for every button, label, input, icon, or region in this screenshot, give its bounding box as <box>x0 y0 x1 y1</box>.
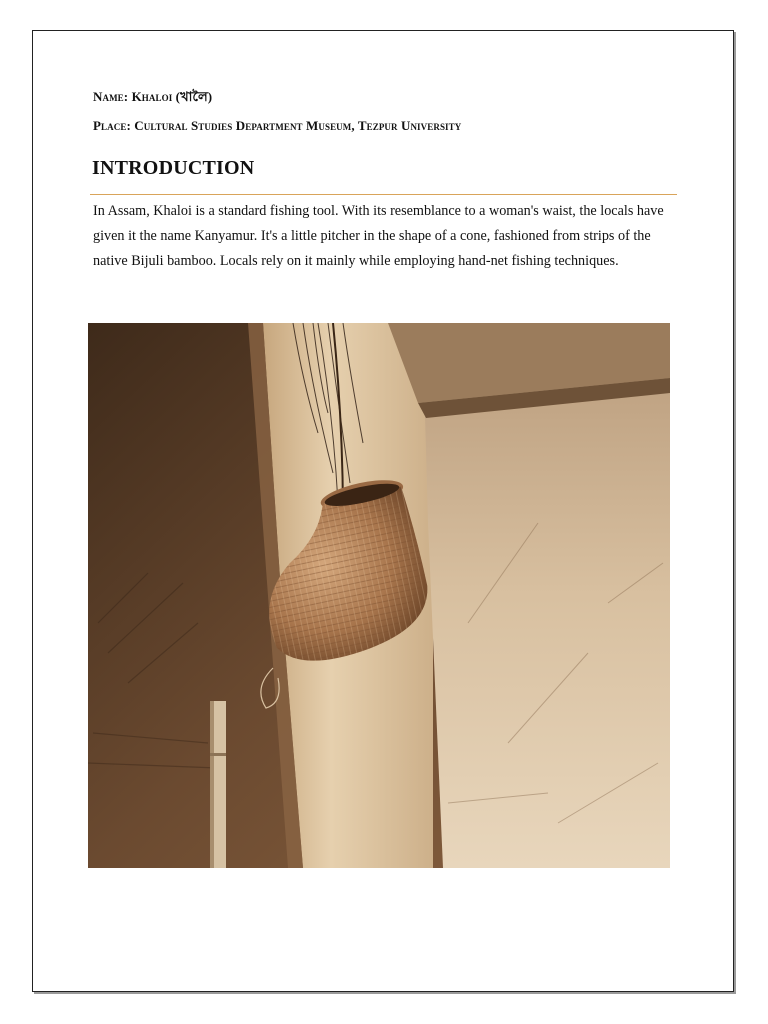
place-line <box>93 118 461 134</box>
name-line <box>93 88 212 109</box>
place-value: Cultural Studies Department Museum, Tezpur University <box>134 118 462 133</box>
khaloi-photo <box>88 323 670 868</box>
heading-divider <box>90 194 677 195</box>
name-value: Khaloi (খালৈ) <box>131 89 213 104</box>
place-label: Place: <box>93 118 131 133</box>
name-label: Name: <box>93 89 129 104</box>
section-heading: INTRODUCTION <box>92 157 255 179</box>
intro-paragraph: In Assam, Khaloi is a standard fishing tool. With its resemblance to a woman's waist, the locals have given it the name Kanyamur. It's a little pitcher in the shape of a cone, fashioned from strips of the native Bijuli bamboo. Locals rely on it mainly while employing hand-net fishing techniques. <box>93 203 664 269</box>
